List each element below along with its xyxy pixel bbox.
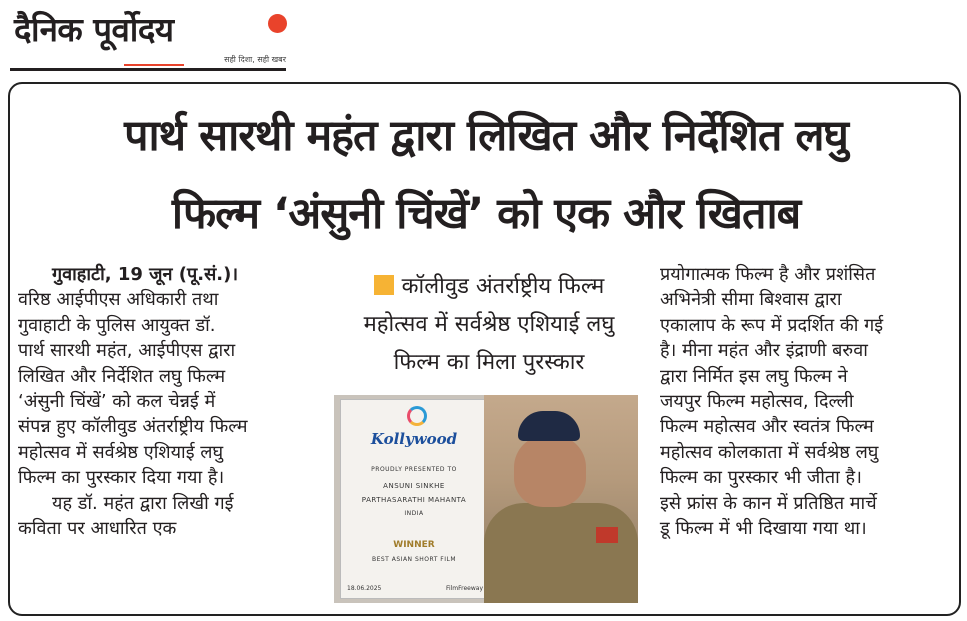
headline-line-2: फिल्म ‘अंसुनी चिंखें’ को एक और खिताब bbox=[171, 189, 801, 239]
newspaper-tagline: सही दिशा, सही खबर bbox=[224, 55, 286, 64]
certificate-sponsor: FilmFreeway bbox=[445, 585, 483, 592]
left-column bbox=[18, 262, 312, 541]
festival-logo-icon bbox=[407, 406, 427, 426]
certificate-film: ANSUNI SINKHE bbox=[383, 482, 445, 490]
body-line: कविता पर आधारित एक bbox=[18, 518, 177, 540]
body-line: ‘अंसुनी चिंखें’ को कल चेन्नई में bbox=[18, 391, 216, 413]
subhead-line-1: कॉलीवुड अंतर्राष्ट्रीय फिल्म bbox=[401, 274, 605, 299]
uniform bbox=[484, 503, 638, 603]
body-line: लिखित और निर्देशित लघु फिल्म bbox=[18, 365, 226, 387]
certificate-logo: Kollywood bbox=[370, 430, 458, 448]
body-line: यह डॉ. महंत द्वारा लिखी गई bbox=[52, 492, 234, 514]
certificate-presented: PROUDLY PRESENTED TO bbox=[371, 466, 457, 473]
certificate-country: INDIA bbox=[404, 510, 424, 517]
body-line: फिल्म का पुरस्कार भी जीता है। bbox=[660, 467, 862, 489]
police-cap bbox=[518, 411, 580, 441]
body-line: है। मीना महंत और इंद्राणी बरुवा bbox=[660, 340, 868, 362]
body-line: महोत्सव कोलकाता में सर्वश्रेष्ठ लघु bbox=[660, 441, 879, 463]
award-certificate bbox=[340, 399, 488, 599]
body-line: गुवाहाटी के पुलिस आयुक्त डॉ. bbox=[18, 314, 216, 336]
body-line: महोत्सव में सर्वश्रेष्ठ एशियाई लघु bbox=[18, 441, 224, 463]
body-line: अभिनेत्री सीमा बिश्वास द्वारा bbox=[660, 289, 842, 311]
certificate-date: 18.06.2025 bbox=[347, 585, 382, 592]
officer-portrait bbox=[484, 395, 638, 603]
body-line: जयपुर फिल्म महोत्सव, दिल्ली bbox=[660, 391, 854, 413]
certificate-footer bbox=[347, 585, 483, 592]
bullet-square-icon bbox=[374, 275, 394, 295]
right-column bbox=[660, 262, 950, 541]
body-line: फिल्म का पुरस्कार दिया गया है। bbox=[18, 467, 225, 489]
subhead-line-2: महोत्सव में सर्वश्रेष्ठ एशियाई लघु bbox=[363, 312, 615, 337]
body-line: फिल्म महोत्सव और स्वतंत्र फिल्म bbox=[660, 416, 874, 438]
certificate-name: PARTHASARATHI MAHANTA bbox=[361, 496, 467, 504]
subhead-line-3: फिल्म का मिला पुरस्कार bbox=[393, 350, 585, 375]
body-line: द्वारा निर्मित इस लघु फिल्म ने bbox=[660, 365, 848, 387]
headline-line-1: पार्थ सारथी महंत द्वारा लिखित और निर्देशित लघु bbox=[124, 111, 848, 161]
masthead bbox=[10, 4, 290, 74]
body-line: पार्थ सारथी महंत, आईपीएस द्वारा bbox=[18, 340, 236, 362]
body-line: डू फिल्म में भी दिखाया गया था। bbox=[660, 518, 867, 540]
certificate-winner: WINNER bbox=[393, 540, 435, 550]
certificate-category: BEST ASIAN SHORT FILM bbox=[371, 556, 457, 563]
masthead-rule bbox=[10, 68, 286, 71]
subheadline bbox=[330, 268, 648, 382]
body-line: वरिष्ठ आईपीएस अधिकारी तथा bbox=[18, 289, 219, 311]
newspaper-title: दैनिक पूर्वोदय bbox=[14, 10, 174, 49]
body-line: इसे फ्रांस के कान में प्रतिष्ठित मार्चे bbox=[660, 492, 877, 514]
body-line: संपन्न हुए कॉलीवुड अंतर्राष्ट्रीय फिल्म bbox=[18, 416, 248, 438]
shoulder-badge-icon bbox=[596, 527, 618, 543]
news-photo bbox=[334, 395, 638, 603]
face bbox=[514, 435, 586, 507]
body-line: एकालाप के रूप में प्रदर्शित की गई bbox=[660, 314, 884, 336]
dateline: गुवाहाटी, 19 जून (पू.सं.)। bbox=[52, 264, 239, 285]
brand-dot-icon bbox=[268, 14, 287, 33]
masthead-red-rule bbox=[124, 64, 184, 66]
body-line: प्रयोगात्मक फिल्म है और प्रशंसित bbox=[660, 264, 876, 285]
